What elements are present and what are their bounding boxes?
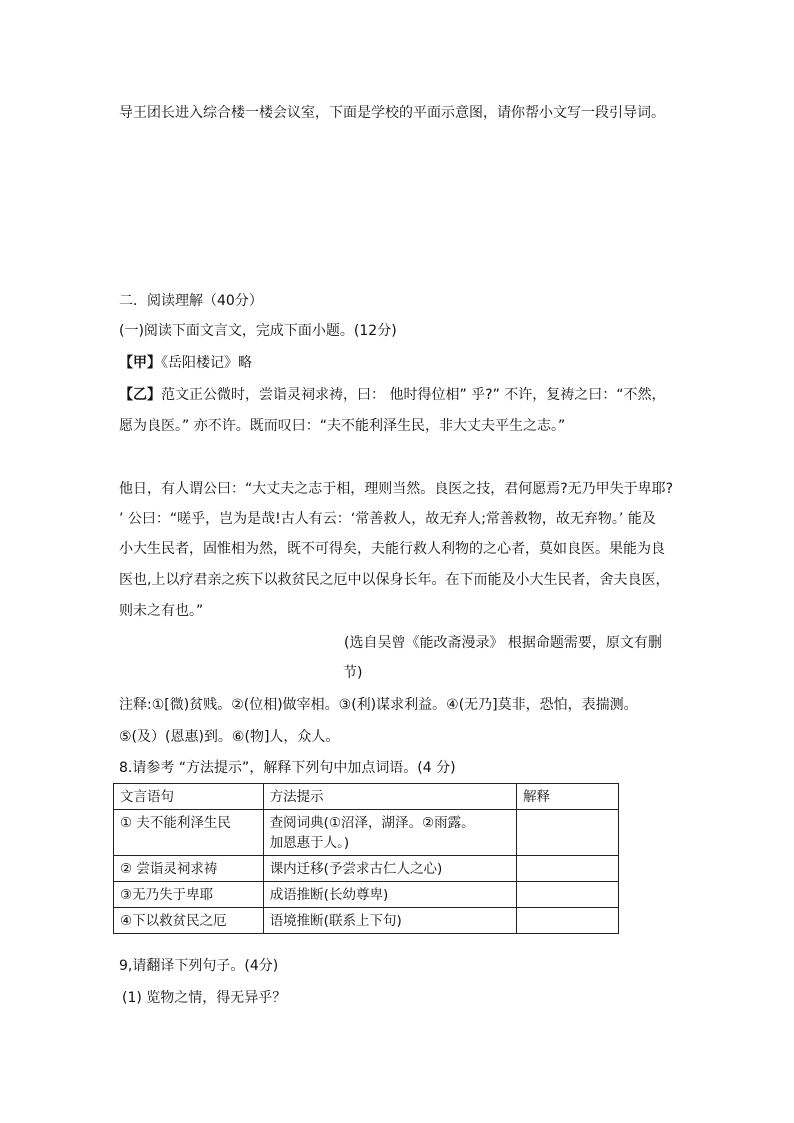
- passage-2-line-3: 小大生民者，固惟相为然，既不可得矣，夫能行救人利物的之心者，莫如良医。果能为良: [119, 541, 665, 557]
- jia-bracket: 【甲】: [119, 355, 161, 371]
- passage-jia: [119, 353, 252, 373]
- row-hint-line: 加恩惠于人。): [269, 835, 350, 851]
- table-header-row: [114, 784, 619, 810]
- row-hint: 成语推断(长幼尊卑): [263, 882, 516, 908]
- passage-yi-line-1: [119, 385, 666, 405]
- passage-2-line-4: 医也,上以疗君亲之疾下以救贫民之厄中以保身长年。在下而能及小大生民者，舍夫良医，: [119, 572, 670, 588]
- row-sentence: ④下以救贫民之厄: [114, 908, 264, 934]
- jia-text: 《岳阳楼记》略: [161, 355, 252, 371]
- row-answer-cell[interactable]: [517, 908, 619, 934]
- yi-bracket: 【乙】: [119, 387, 161, 403]
- table-row: [114, 810, 619, 856]
- notes-line-2: ⑤(及）(恩惠)到。⑥(物]人，众人。: [119, 729, 340, 745]
- table-row: [114, 882, 619, 908]
- passage-yi-line-2: 愿为良医。” 亦不许。既而叹曰：“夫不能利泽生民，非大丈夫平生之志。”: [119, 418, 566, 434]
- passage-2-line-1: 他日，有人谓公曰：“大丈夫之志于相，理则当然。良医之技，君何愿焉?无乃甲失于卑耶?: [119, 481, 674, 497]
- section-title: 二．阅读理解（40分）: [119, 293, 263, 309]
- row-answer-cell[interactable]: [517, 856, 619, 882]
- table-row: [114, 856, 619, 882]
- question-9-item-1: (1) 览物之情，得无异乎？: [122, 990, 287, 1006]
- part-one-instruction: (一)阅读下面文言文，完成下面小题。(12分): [119, 323, 397, 339]
- header-hint: 方法提示: [263, 784, 516, 810]
- header-sentence: 文言语句: [114, 784, 264, 810]
- header-answer: 解释: [517, 784, 619, 810]
- row-sentence: ② 尝诣灵祠求祷: [114, 856, 264, 882]
- question-9: 9,请翻译下列句子。(4分): [119, 958, 279, 974]
- intro-line: 导王团长进入综合楼一楼会议室，下面是学校的平面示意图，请你帮小文写一段引导词。: [119, 105, 665, 121]
- source-citation-cont: 节): [343, 665, 363, 681]
- question-8: 8.请参考 “方法提示”，解释下列句中加点词语。(4 分): [119, 760, 456, 776]
- source-citation: (选自吴曾《能改斋漫录》 根据命题需要，原文有删: [344, 635, 662, 651]
- row-hint: [263, 810, 516, 856]
- row-hint: 语境推断(联系上下句): [263, 908, 516, 934]
- row-answer-cell[interactable]: [517, 882, 619, 908]
- row-hint-line: 查阅词典(①沼泽，湖泽。②雨露。: [269, 815, 475, 831]
- table-row: [114, 908, 619, 934]
- passage-2-line-2: ’ 公曰：“嗟乎，岂为是哉!古人有云：‘常善救人，故无弃人;常善救物，故无弃物。’ 能及: [119, 511, 656, 527]
- row-sentence: ③无乃失于卑耶: [114, 882, 264, 908]
- row-answer-cell[interactable]: [517, 810, 619, 856]
- yi-text-1: 范文正公微时，尝诣灵祠求祷，曰： 他时得位相” 乎?” 不许，复祷之曰：“不然，: [161, 387, 666, 403]
- row-hint: 课内迁移(予尝求古仁人之心): [263, 856, 516, 882]
- method-table: [113, 783, 619, 934]
- passage-2-line-5: 则未之有也。”: [119, 603, 204, 619]
- notes-line-1: 注释:①[微)贫贱。②(位相)做宰相。③(利)谋求利益。④(无乃]莫非，恐怕，表揣测。: [119, 697, 638, 713]
- row-sentence: ① 夫不能利泽生民: [114, 810, 264, 856]
